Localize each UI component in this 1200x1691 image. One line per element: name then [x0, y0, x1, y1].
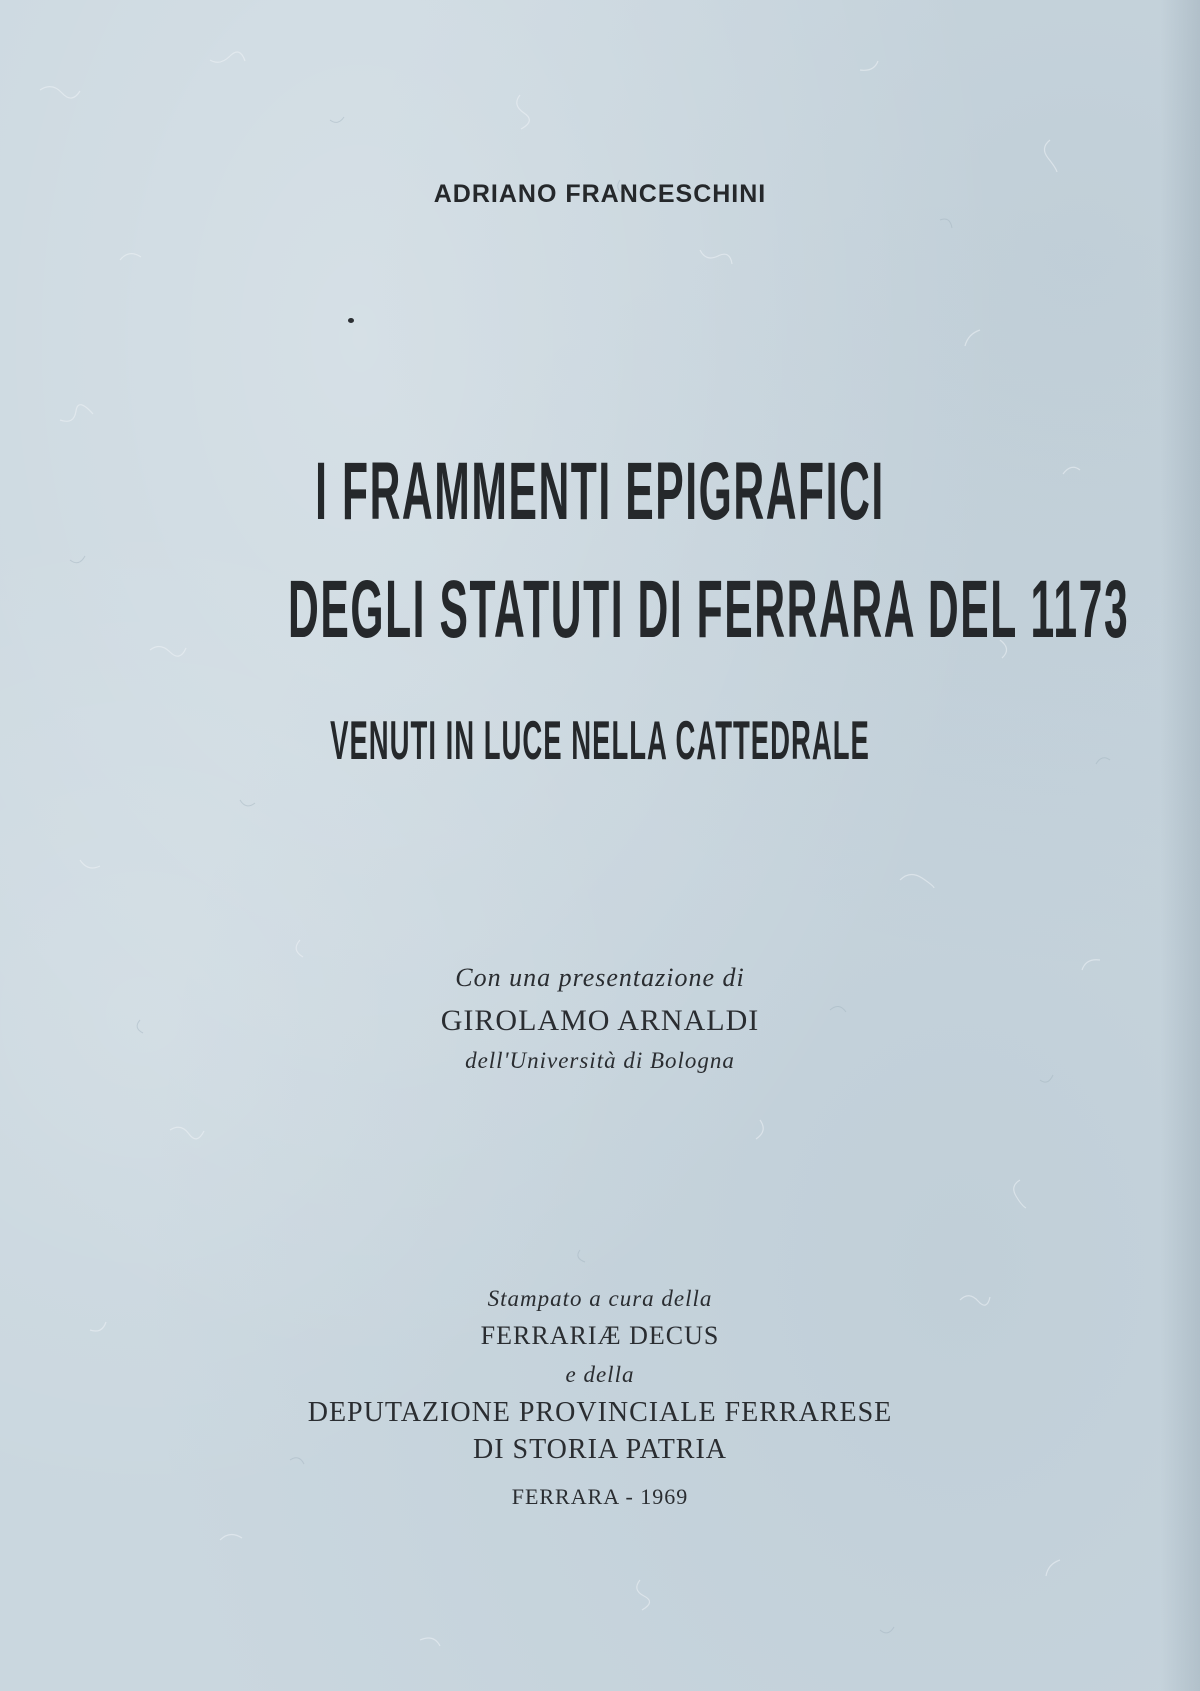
- and-of-label: e della: [565, 1362, 635, 1387]
- presenter-affiliation: dell'Università di Bologna: [465, 1048, 735, 1073]
- subtitle: VENUTI IN LUCE NELLA CATTEDRALE: [330, 709, 870, 771]
- title-line-2: DEGLI STATUTI DI FERRARA DEL 1173: [288, 564, 1130, 655]
- printed-by-label: Stampato a cura della: [487, 1286, 713, 1311]
- author-name: ADRIANO FRANCESCHINI: [433, 180, 767, 208]
- imprint-place-year: FERRARA - 1969: [511, 1484, 689, 1509]
- publisher-deputazione-line-2: DI STORIA PATRIA: [472, 1434, 728, 1465]
- ink-speck: [348, 318, 354, 323]
- title-line-1: I FRAMMENTI EPIGRAFICI: [315, 446, 885, 537]
- presenter-name: GIROLAMO ARNALDI: [440, 1004, 760, 1037]
- publisher-ferrariae-decus: FERRARIÆ DECUS: [480, 1321, 720, 1350]
- presentation-intro: Con una presentazione di: [455, 963, 745, 992]
- publisher-deputazione-line-1: DEPUTAZIONE PROVINCIALE FERRARESE: [307, 1397, 893, 1428]
